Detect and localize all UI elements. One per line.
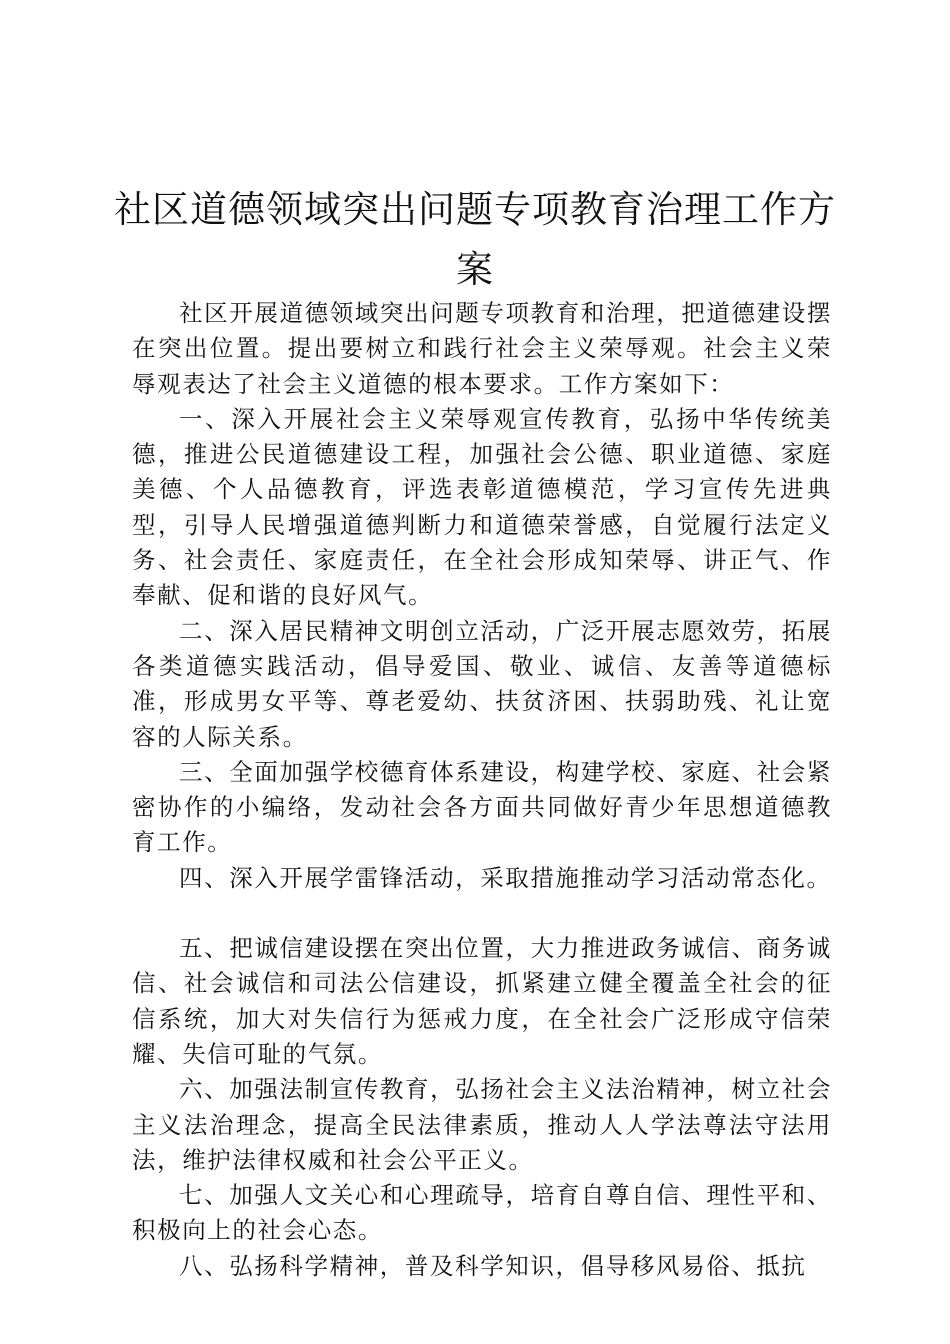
paragraph-item-7: 七、加强人文关心和心理疏导，培育自尊自信、理性平和、积极向上的社会心态。	[132, 1181, 832, 1245]
paragraph-intro: 社区开展道德领域突出问题专项教育和治理，把道德建设摆在突出位置。提出要树立和践行社会主义荣辱观。社会主义荣辱观表达了社会主义道德的根本要求。工作方案如下：	[132, 299, 832, 398]
document-body	[132, 296, 832, 1284]
paragraph-item-2: 二、深入居民精神文明创立活动，广泛开展志愿效劳，拓展各类道德实践活动，倡导爱国、敬业、诚信、友善等道德标准，形成男女平等、尊老爱幼、扶贫济困、扶弱助残、礼让宽容的人际关系。	[132, 616, 832, 751]
document-title	[0, 180, 950, 300]
title-line-2: 案	[456, 248, 494, 291]
title-line-1: 社区道德领域突出问题专项教育治理工作方	[114, 188, 836, 231]
paragraph-item-6: 六、加强法制宣传教育，弘扬社会主义法治精神，树立社会主义法治理念，提高全民法律素质，推动人人学法尊法守法用法，维护法律权威和社会公平正义。	[132, 1075, 832, 1174]
paragraph-item-1: 一、深入开展社会主义荣辱观宣传教育，弘扬中华传统美德，推进公民道德建设工程，加强社会公德、职业道德、家庭美德、个人品德教育，评选表彰道德模范，学习宣传先进典型，引导人民增强道德判断力和道德荣誉感，自觉履行法定义务、社会责任、家庭责任，在全社会形成知荣辱、讲正气、作奉献、促和谐的良好风气。	[132, 404, 832, 610]
paragraph-spacer	[132, 896, 832, 931]
paragraph-item-8: 八、弘扬科学精神，普及科学知识，倡导移风易俗、抵抗	[179, 1251, 807, 1280]
paragraph-item-3: 三、全面加强学校德育体系建设，构建学校、家庭、社会紧密协作的小编络，发动社会各方面共同做好青少年思想道德教育工作。	[132, 757, 832, 857]
paragraph-item-4: 四、深入开展学雷锋活动，采取措施推动学习活动常态化。	[179, 863, 832, 892]
paragraph-item-5: 五、把诚信建设摆在突出位置，大力推进政务诚信、商务诚信、社会诚信和司法公信建设，抓紧建立健全覆盖全社会的征信系统，加大对失信行为惩戒力度，在全社会广泛形成守信荣耀、失信可耻的气氛。	[132, 934, 832, 1068]
